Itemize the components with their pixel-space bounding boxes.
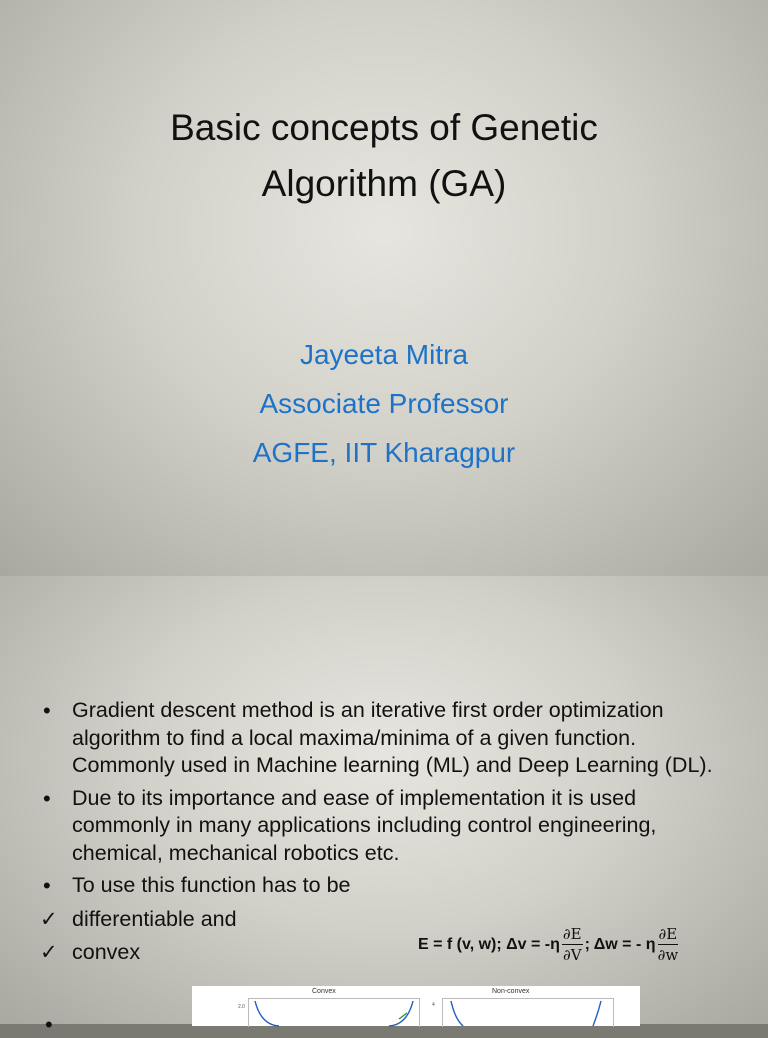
formula-part-1: E = f (v, w); Δv = -η	[418, 935, 560, 953]
partial-fraction-w	[658, 924, 679, 965]
nonconvex-plot	[442, 998, 614, 1027]
bullet-text: To use this function has to be	[72, 873, 351, 897]
convex-y-tick: 2.0	[238, 1004, 245, 1010]
author-affiliation: AGFE, IIT Kharagpur	[252, 437, 516, 468]
gradient-formula	[418, 924, 680, 965]
bullet-text: Due to its importance and ease of implementation it is used commonly in many applications including control engineering, chemical, mechanical robotics etc.	[72, 785, 657, 865]
nonconvex-y-tick: 4	[432, 1002, 435, 1008]
bullet-marker: •	[43, 873, 51, 898]
bullet-item	[40, 785, 740, 868]
convex-curve	[249, 999, 419, 1027]
fraction-denominator: ∂V	[562, 946, 582, 964]
author-name: Jayeeta Mitra	[299, 339, 469, 370]
convex-plot-title: Convex	[312, 988, 336, 995]
slide-title	[0, 100, 768, 212]
formula-part-2: ; Δw = - η	[584, 935, 656, 953]
fraction-numerator: ∂E	[658, 925, 678, 943]
check-icon: ✓	[40, 941, 58, 964]
bullet-text: Gradient descent method is an iterative first order optimization algorithm to find a local maxima/minima of a given function. Commonly used in Machine learning (ML) and Deep Learning (DL).	[72, 698, 713, 777]
nonconvex-plot-title: Non-convex	[492, 988, 530, 995]
check-text: differentiable and	[72, 906, 237, 931]
convex-nonconvex-figure	[192, 986, 640, 1026]
bullet-item	[40, 697, 740, 780]
author-position: Associate Professor	[259, 388, 509, 419]
partial-fraction-v	[562, 924, 583, 965]
convex-plot	[248, 998, 420, 1027]
title-line-1: Basic concepts of Genetic	[170, 107, 598, 148]
fraction-numerator: ∂E	[562, 925, 582, 943]
title-line-2: Algorithm (GA)	[261, 163, 507, 204]
bullet-marker: •	[43, 698, 51, 723]
fraction-denominator: ∂w	[657, 946, 679, 964]
check-text: convex	[72, 940, 141, 964]
content-slide	[0, 576, 768, 1037]
bullet-marker: •	[43, 785, 51, 811]
nonconvex-curve	[443, 999, 613, 1027]
author-block	[0, 330, 768, 477]
check-icon: ✓	[40, 907, 58, 931]
trailing-bullet: •	[45, 1012, 53, 1037]
bullet-item	[40, 872, 740, 900]
